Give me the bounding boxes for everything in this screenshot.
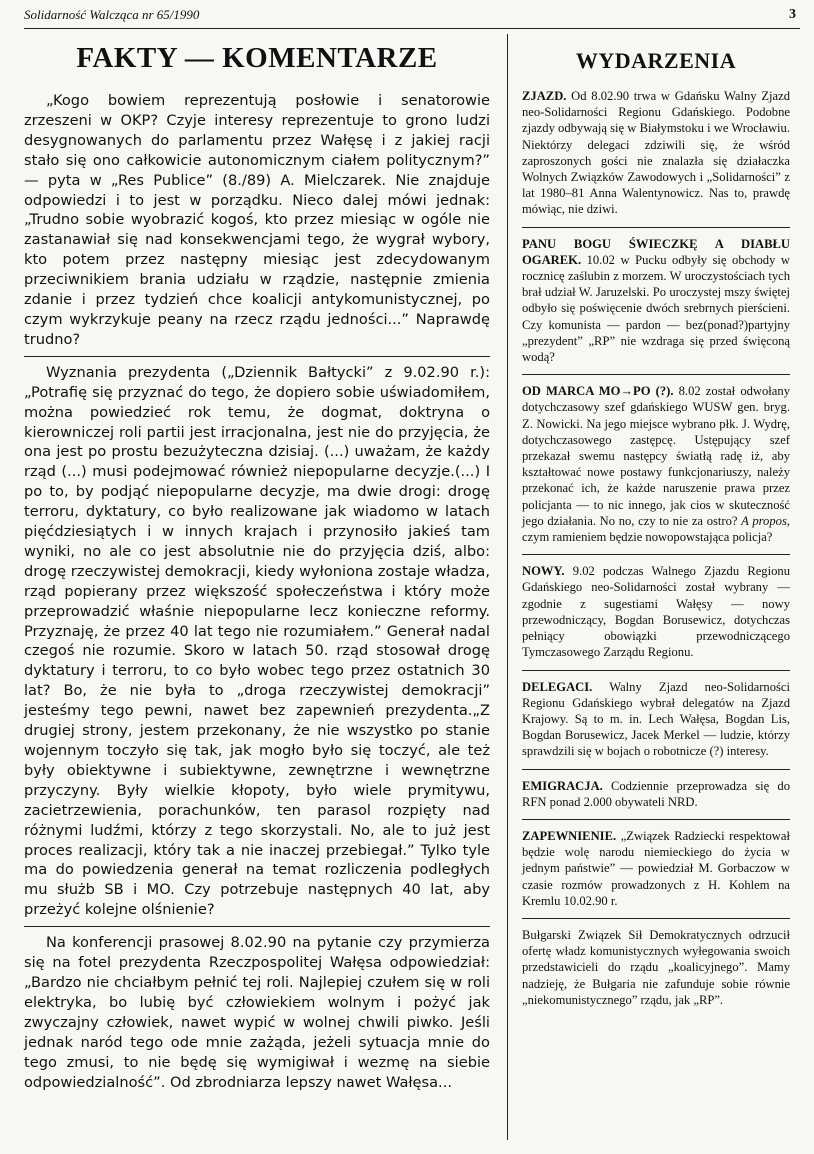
news-text: 8.02 został odwołany dotychczasowy szef gdańskiego WUSW gen. bryg. Z. Nowicki. Na jego miejsce wybrano płk. J. Wydrę, dotychczasowego zastępcę. Ustępujący szef przekazał swemu następcy światłą radę iż, aby kształtować nowe postawy funkcjonariuszy, należy przekonać ich, że każde naruszenie prawa przez policjanta — to nic innego, jak cios w skuteczność jego działania. No no, czy to nie za ostro? bbox=[522, 384, 790, 528]
news-divider bbox=[522, 374, 790, 375]
news-keyword: NOWY. bbox=[522, 564, 565, 579]
news-item-zjazd bbox=[522, 88, 790, 218]
news-text: Codziennie przeprowadza się do RFN ponad 2.000 obywateli NRD. bbox=[522, 778, 790, 809]
news-item-zapewnienie bbox=[522, 828, 790, 909]
news-divider bbox=[522, 227, 790, 228]
left-column bbox=[24, 42, 490, 1092]
news-text-tail: , czym ramieniem będzie nowopowstająca policja? bbox=[522, 513, 790, 545]
section-divider bbox=[24, 356, 490, 357]
news-item-panu-bogu bbox=[522, 236, 790, 366]
commentary-2 bbox=[24, 363, 490, 920]
running-title: Solidarność Walcząca nr 65/1990 bbox=[24, 7, 200, 22]
news-item-delegaci bbox=[522, 679, 790, 760]
news-item-bulgaria bbox=[522, 927, 790, 1008]
news-divider bbox=[522, 918, 790, 919]
commentary-3-text: Na konferencji prasowej 8.02.90 na pytanie czy przymierza się na fotel prezydenta Rzeczpospolitej Wałęsa odpowiedział: „Bardzo nie chciałbym pełnić tej roli. Najlepiej czułem się w roli elektryka, bo lubię być człowiekiem wolnym i pożyć jak zwyczajny człowiek, nawet wypić w wolnej chwili piwko. Jeśli jednak naród tego ode mnie zażąda, jeżeli sytuacja mnie do tego zmusi, to nie będę się wymigiwał i wezmę na siebie odpowiedzialność”. Od zbrodniarza lepszy nawet Wałęsa... bbox=[24, 934, 490, 1091]
column-divider bbox=[507, 34, 508, 1140]
news-keyword: PANU BOGU ŚWIECZKĘ A DIABŁU OGAREK. bbox=[522, 236, 790, 267]
right-column bbox=[522, 48, 790, 1008]
news-item-od-marca bbox=[522, 383, 790, 545]
news-italic: A propos bbox=[741, 513, 787, 528]
section-title-wydarzenia: WYDARZENIA bbox=[575, 48, 737, 73]
news-text: Od 8.02.90 trwa w Gdańsku Walny Zjazd neo-Solidarności Regionu Gdańskiego. Podobne zjazdy odbywają się w Białymstoku i we Wrocławiu. Niektórzy delegaci zdziwili się, że wśród zaproszonych gości nie znalazła się działaczka Wolnych Związków Zawodowych i „Solidarności” z lat 1980–81 Anna Walentynowicz. Nas to, prawdę mówiąc, nie dziwi. bbox=[522, 89, 790, 217]
news-divider bbox=[522, 554, 790, 555]
page-number: 3 bbox=[789, 7, 796, 22]
news-item-nowy bbox=[522, 563, 790, 660]
section-title-fakty: FAKTY — KOMENTARZE bbox=[76, 42, 438, 74]
news-divider bbox=[522, 819, 790, 820]
news-keyword: ZAPEWNIENIE. bbox=[522, 828, 617, 843]
news-keyword: EMIGRACJA. bbox=[522, 778, 603, 793]
page-header bbox=[24, 6, 800, 29]
commentary-1-text: „Kogo bowiem reprezentują posłowie i senatorowie zrzeszeni w OKP? Czyje interesy reprezentuje to grono ludzi desygnowanych do parlamentu przez Wałęsę i z jakiej racji stało się ono całkowicie autonomicznym ciałem politycznym?” — pyta w „Res Publice” (8./89) A. Mielczarek. Nie znajduje odpowiedzi i to jest w porządku. Nieco dalej mówi jednak: „Trudno sobie wyobrazić kogoś, kto przez miesiąc w ogóle nie zastanawiał się nad konsekwencjami tego, że wygrał wybory, kto potem przez następny miesiąc jest zdecydowanym przeciwnikiem brania udziału w rządzie, następnie zmienia zdanie i przez tydzień chce koalicji antykomunistycznej, po czym wykrzykuje peany na rzecz rządu jedności...” Naprawdę trudno? bbox=[24, 92, 490, 348]
commentary-2-text: Wyznania prezydenta („Dziennik Bałtycki” z 9.02.90 r.): „Potrafię się przyznać do tego, że dopiero sobie uświadomiłem, można powiedzieć rok temu, że dogmat, doktryna o kierowniczej roli partii jest irracjonalna, jest nie do przyjęcia, że ona jest po prostu bezużyteczna dzisiaj. (...) uważam, że każdy rząd (...) musi podejmować również niepopularne decyzje.(...) I po to, by podjąć niepopularne decyzje, ma dwie drogi: drogę terroru, dyktatury, co było realizowane jak wiadomo w latach pięćdziesiątych i w innych krajach i przynosiło jakieś tam wyniki, no ale co jest absolutnie nie do przyjęcia dziś, albo: drogę rzeczywistej demokracji, kiedy wyłoniona zostaje władza, rząd popierany przez większość społeczeństwa i który może przeprowadzić właśnie niepopularne lecz konieczne reformy. Przyznaję, że przez 40 lat tego nie rozumiałem.” Generał nadal czegoś nie rozumie. Skoro w latach 50. rząd stosował drogę dyktatury i terroru, to co było wobec tego przez ostatnich 30 lat? Bo, że nie była to „droga rzeczywistej demokracji” jesteśmy tego pewni, nawet bez zapewnień prezydenta.„Z drugiej strony, jestem przekonany, że nie wszystko po stanie wojennym toczyło się tak, jak mogło było się toczyć, ale też były obiektywne i subiektywne, zewnętrzne i wewnętrzne przyczyny. Były wielkie kłopoty, było wiele prymitywu, zacietrzewienia, porachunków, ten parasol rozpięty nad różnymi ludźmi, którzy z tego skorzystali. No, ale to już jest proces realizacji, który tak a nie inaczej przebiegał.” Tylko tyle ma do powiedzenia generał na temat rozliczenia podległych mu służb SB i MO. Czy potrzebuje następnych 40 lat, aby przeżyć kolejne olśnienie? bbox=[24, 363, 490, 919]
news-keyword: OD MARCA MO→PO (?). bbox=[522, 384, 674, 399]
news-text: 10.02 w Pucku odbyły się obchody w rocznicę zaślubin z morzem. W uroczystościach tych brał udział W. Jaruzelski. Po uroczystej mszy świętej odbyło się poświęcenie dwóch srebrnych pierścieni. Czy komunista — pardon — bez(ponad?)partyjny „prezydent” „RP” nie wzdraga się przed święconą wodą? bbox=[522, 252, 790, 365]
news-keyword: DELEGACI. bbox=[522, 679, 593, 694]
section-divider bbox=[24, 926, 490, 927]
news-keyword: ZJAZD. bbox=[522, 89, 567, 103]
news-divider bbox=[522, 769, 790, 770]
news-text: „Związek Radziecki respektował będzie wolę narodu niemieckiego do życia w jednym państwie” — powiedział M. Gorbaczow w czasie rozmów prowadzonych z H. Kohlem na Kremlu 10.02.90 r. bbox=[522, 828, 790, 908]
news-divider bbox=[522, 670, 790, 671]
commentary-3 bbox=[24, 933, 490, 1092]
news-text: 9.02 podczas Walnego Zjazdu Regionu Gdańskiego neo-Solidarności został wybrany — zgodnie z sugestiami Wałęsy — nowy przewodniczący, Bogdan Borusewicz, dotychczas pełniący obowiązki przewodniczącego Tymczasowego Zarządu Regionu. bbox=[522, 564, 790, 660]
news-text: Walny Zjazd neo-Solidarności Regionu Gdańskiego wybrał delegatów na Zjazd Krajowy. Są to m. in. Lech Wałęsa, Bogdan Lis, Bogdan Borusewicz, Jacek Merkel — ludzie, którzy sprawdzili się w bojach o robotnicze (?) interesy. bbox=[522, 679, 790, 759]
commentary-1 bbox=[24, 91, 490, 350]
news-item-emigracja bbox=[522, 778, 790, 810]
news-text: Bułgarski Związek Sił Demokratycznych odrzucił ofertę władz komunistycznych wyłegowania swoich przedstawicieli do rządu „koalicyjnego”. Mamy nadzieję, że Bułgaria nie zafunduje sobie równie „niekomunistycznego” rządu, jak „RP”. bbox=[522, 927, 790, 1007]
